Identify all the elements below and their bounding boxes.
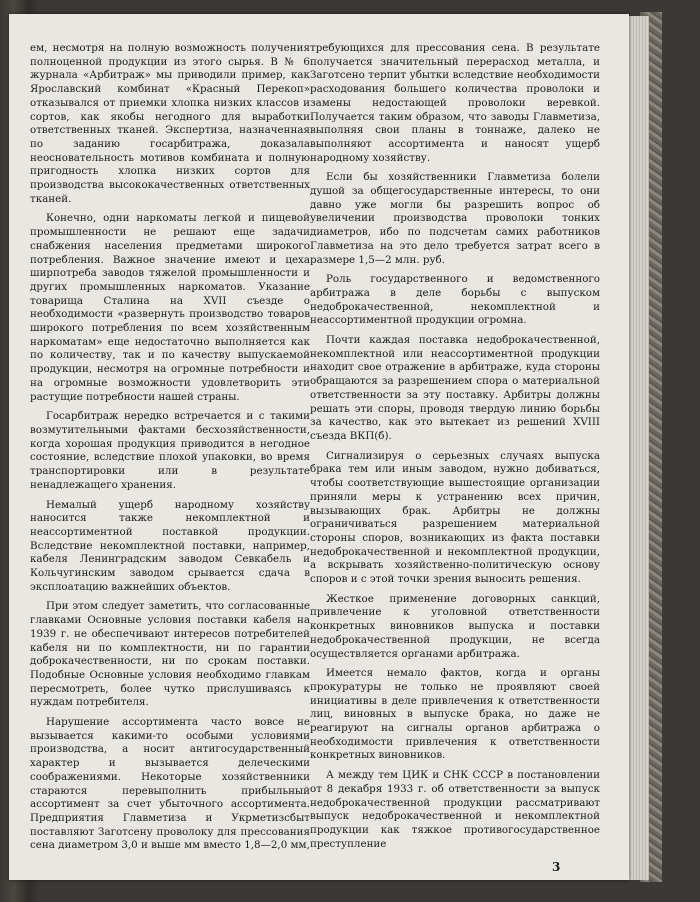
paragraph: Сигнализируя о серьезных случаях выпуска брака тем или иным заводом, нужно добиваться, чтобы соответствующие вышестоящие организации приняли меры к устранению всех причин, вызывающих брак. Арбитры не должны ограничиваться разрешением материальной стороны споров, возникающих из факта поставки недоброкачественной и некомплектной продукции, а вскрывать хозяйственно-политическую основу споров и с этой точки зрения выносить решения. xyxy=(310,449,600,586)
paragraph: Нарушение ассортимента часто вовсе не вызывается какими-то особыми условиями производства, а носит антигосударственный характер и вызывается делеческими соображениями. Некоторые хозяйственники стараются перевыполнить прибыльный ассортимент за счет убыточного ассортимента. Предприятия Главметиза и Укрметизсбыт поставляют Заготсену проволоку для прессования сена диаметром 3,0 и выше мм вместо 1,8—2,0 мм, xyxy=(30,716,310,852)
paragraph: Жесткое применение договорных санкций, привлечение к уголовной ответственности конкретных виновников выпуска и поставки недоброкачественной продукции, не всегда осуществляется органами арбитража. xyxy=(310,592,600,660)
paragraph: требующихся для прессования сена. В результате получается значительный перерасход металла, и Заготсено терпит убытки вследствие необходимости расходования большего количества проволоки и замены недостающей проволоки веревкой. Получается таким образом, что заводы Главметиза, выполняя свои планы в тоннаже, далеко не выполняют ассортимента и наносят ущерб народному хозяйству. xyxy=(310,42,600,164)
paragraph: ем, несмотря на полную возможность получения полноценной продукции из этого сырья. В № 6 журнала «Арбитраж» мы приводили пример, как Ярославский комбинат «Красный Перекоп» отказывался от приемки хлопка низких классов и сортов, как якобы негодного для выработки ответственных тканей. Экспертиза, назначенная по заданию госарбитража, доказала неосновательность мотивов комбината и полную пригодность хлопка низких сортов для производства высококачественных ответственных тканей. xyxy=(30,42,310,205)
left-column xyxy=(30,42,310,859)
page-number: 3 xyxy=(552,860,561,874)
right-column xyxy=(310,42,600,857)
paragraph: Госарбитраж нередко встречается и с такими возмутительными фактами бесхозяйственности, когда хорошая продукция приводится в негодное состояние, вследствие плохой упаковки, во время транспортировки или в результате ненадлежащего хранения. xyxy=(30,410,310,491)
paragraph: Конечно, одни наркоматы легкой и пищевой промышленности не решают еще задачи снабжения населения предметами широкого потребления. Важное значение имеют и цеха ширпотреба заводов тяжелой промышленности и других промышленных наркоматов. Указание товарища Сталина на XVII съезде о необходимости «развернуть производство товаров широкого потребления по всем хозяйственным наркоматам» еще недостаточно выполняется как по количеству, так и по качеству выпускаемой продукции, несмотря на огромные потребности и на огромные возможности удовлетворить эти растущие потребности нашей страны. xyxy=(30,212,310,403)
paragraph: Немалый ущерб народному хозяйству наносится также некомплектной и неассортиментной поставкой продукции. Вследствие некомплектной поставки, например, кабеля Ленинградским заводом Севкабель и Кольчугинским заводом срывается сдача в эксплоатацию важнейших объектов. xyxy=(30,498,310,593)
paragraph: Имеется немало фактов, когда и органы прокуратуры не только не проявляют своей инициативы в деле привлечения к ответственности лиц, виновных в выпуске брака, но даже не реагируют на сигналы органов арбитража о необходимости привлечения к ответственности конкретных виновников. xyxy=(310,667,600,762)
paragraph: Почти каждая поставка недоброкачественной, некомплектной или неассортиментной продукции находит свое отражение в арбитраже, куда стороны обращаются за разрешением спора о материальной ответственности за эту поставку. Арбитры должны решать эти споры, проводя твердую линию борьбы за качество, как это вытекает из решений XVIII съезда ВКП(б). xyxy=(310,334,600,442)
paragraph: Если бы хозяйственники Главметиза болели душой за общегосударственные интересы, то они давно уже могли бы разрешить вопрос об увеличении производства проволоки тонких диаметров, ибо по подсчетам самих работников Главметиза на это дело требуется затрат всего в размере 1,5—2 млн. руб. xyxy=(310,171,600,266)
paragraph: А между тем ЦИК и СНК СССР в постановлении от 8 декабря 1933 г. об ответственности за выпуск недоброкачественной продукции рассматривают выпуск недоброкачественной и некомплектной продукции как тяжкое противогосударственное преступление xyxy=(310,769,600,850)
paragraph: Роль государственного и ведомственного арбитража в деле борьбы с выпуском недоброкачественной, некомплектной и неассортиментной продукции огромна. xyxy=(310,273,600,327)
paragraph: При этом следует заметить, что согласованные главками Основные условия поставки кабеля на 1939 г. не обеспечивают интересов потребителей кабеля ни по комплектности, ни по гарантии доброкачественности, ни по срокам поставки. Подобные Основные условия необходимо главкам пересмотреть, более чутко прислушиваясь к нуждам потребителя. xyxy=(30,600,310,709)
